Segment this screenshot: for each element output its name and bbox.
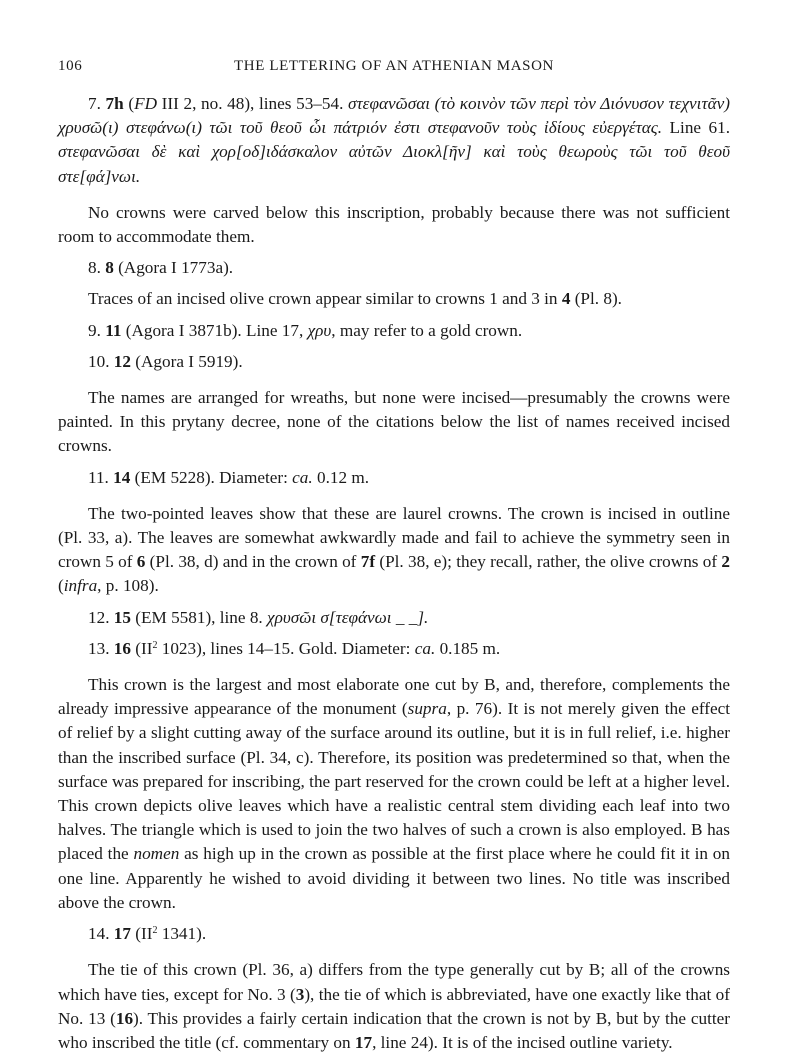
paragraph: Traces of an incised olive crown appear similar to crowns 1 and 3 in 4 (Pl. 8). bbox=[88, 289, 622, 309]
greek-quote: στεφανῶσαι (τὸ κοινὸν τῶν περὶ τὸν Διόνυσον τεχνιτᾶν) χρυσῶ(ι) στεφάνω(ι) τῶι τοῦ θεοῦ ὧι πάτριόν ἐστι στεφανοῦν τοὺς ἰδίους εὐεργέτας. bbox=[58, 94, 730, 138]
entry-12: 12. 15 (EM 5581), line 8. χρυσῶι σ[τεφάνωι _ _]. bbox=[88, 607, 429, 627]
entry-7: 7. 7h (FD III 2, no. 48), lines 53–54. στεφανῶσαι (τὸ κοινὸν τῶν περὶ τὸν Διόνυσον τεχνιτᾶν) χρυσῶ(ι) στεφάνω(ι) τῶι τοῦ θεοῦ ὧι πάτριόν ἐστι στεφανοῦν τοὺς ἰδίους εὐεργέτας. Line 61. στεφανῶσαι δὲ καὶ χορ[οδ]ιδάσκαλον αὐτῶν Διοκλ[ῆν] καὶ τοὺς θεωροὺς τῶι τοῦ θεοῦ στε[φά]νωι. bbox=[58, 94, 730, 186]
entry-9: 9. 11 (Agora I 3871b). Line 17, χρυ, may refer to a gold crown. bbox=[88, 320, 523, 340]
entry-11: 11. 14 (EM 5228). Diameter: ca. 0.12 m. bbox=[88, 467, 370, 487]
entry-8: 8. 8 (Agora I 1773a). bbox=[88, 258, 234, 278]
page-number: 106 bbox=[58, 58, 83, 74]
paragraph: The names are arranged for wreaths, but none were incised—presumably the crowns were painted. In this prytany decree, none of the citations below the list of names received incised crowns. bbox=[58, 388, 730, 456]
paragraph: The tie of this crown (Pl. 36, a) differs from the type generally cut by B; all of the crowns which have ties, except for No. 3 (3), the tie of which is abbreviated, have one exactly like that of No. 13 (16). This provides a fairly certain indication that the crown is not by B, but by the cutter who inscribed the title (cf. commentary on 17, line 24). It is of the incised outline variety. bbox=[58, 960, 730, 1052]
paragraph: No crowns were carved below this inscription, probably because there was not sufficient room to accommodate them. bbox=[58, 202, 730, 247]
paragraph: The two-pointed leaves show that these are laurel crowns. The crown is incised in outline (Pl. 33, a). The leaves are somewhat awkwardly made and fail to achieve the symmetry seen in crown 5 of 6 (Pl. 38, d) and in the crown of 7f (Pl. 38, e); they recall, rather, the olive crowns of 2 (infra, p. 108). bbox=[58, 503, 730, 596]
paragraph: This crown is the largest and most elaborate one cut by B, and, therefore, complements the already impressive appearance of the monument (supra, p. 76). It is not merely given the effect of relief by a slight cutting away of the surface around its outline, but it is in full relief, i.e. higher than the inscribed surface (Pl. 34, c). Therefore, its position was predetermined so that, when the surface was prepared for inscribing, the part reserved for the crown could be left at a higher level. This crown depicts olive leaves which have a realistic central stem dividing each leaf into two halves. The triangle which is used to join the two halves of such a crown is also employed. B has placed the nomen as high up in the crown as possible at the first place where he could fit it in on one line. Apparently he wished to avoid dividing it between two lines. No title was inscribed above the crown. bbox=[58, 675, 730, 912]
document-page bbox=[58, 58, 730, 1055]
entry-14: 14. 17 ($II^2$ 1341). bbox=[88, 924, 207, 944]
entry-10: 10. 12 (Agora I 5919). bbox=[88, 351, 243, 371]
running-head bbox=[58, 58, 730, 82]
running-head-title: THE LETTERING OF AN ATHENIAN MASON bbox=[234, 58, 554, 74]
document-body bbox=[58, 92, 730, 1055]
entry-13: 13. 16 ($II^2$ 1023), lines 14–15. Gold. Diameter: ca. 0.185 m. bbox=[88, 638, 501, 658]
greek-quote: στεφανῶσαι δὲ καὶ χορ[οδ]ιδάσκαλον αὐτῶν Διοκλ[ῆν] καὶ τοὺς θεωροὺς τῶι τοῦ θεοῦ στε[φά]νωι. bbox=[58, 142, 730, 186]
